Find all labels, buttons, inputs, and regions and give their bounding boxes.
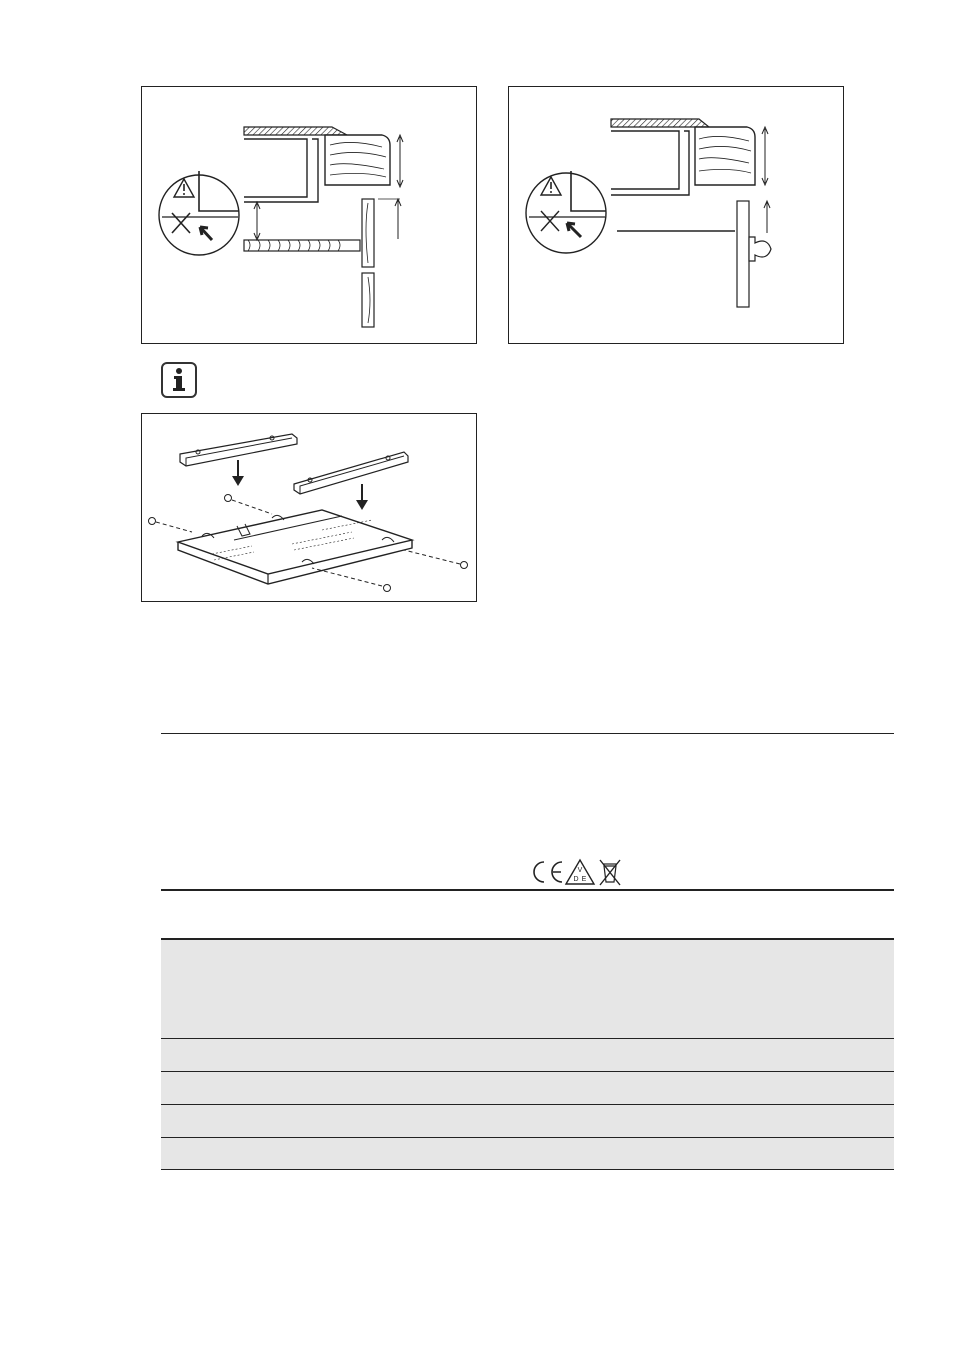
crossed-out-wheelie-bin-icon (600, 860, 620, 885)
hob-tray (178, 510, 412, 584)
section-divider (161, 889, 894, 891)
table-row (161, 1038, 894, 1071)
compliance-marks (530, 858, 622, 886)
mounting-bracket (294, 452, 408, 494)
installation-figure-b (508, 86, 844, 344)
warning-callout (526, 171, 606, 253)
down-arrow-icon (356, 484, 368, 510)
ce-mark-icon (534, 862, 562, 882)
table-row (161, 1071, 894, 1104)
door-knob (749, 237, 771, 261)
mounting-brackets-drawing (142, 414, 478, 603)
info-icon (161, 362, 197, 398)
door-clearance-drawing (509, 87, 845, 345)
table-header (161, 938, 894, 1038)
svg-text:V: V (577, 867, 583, 874)
worktop-clearance-drawing (142, 87, 478, 345)
table-row (161, 1104, 894, 1137)
warning-callout (159, 171, 239, 255)
technical-data-table (161, 938, 894, 1170)
svg-text:D: D (573, 876, 579, 883)
screw-icon (461, 562, 468, 569)
screw-icon (149, 518, 156, 525)
down-arrow-icon (232, 460, 244, 486)
installation-figure-a (141, 86, 477, 344)
svg-text:E: E (581, 876, 587, 883)
screw-icon (225, 495, 232, 502)
wood-block (325, 135, 390, 185)
screw-icon (384, 585, 391, 592)
section-divider (161, 733, 894, 734)
vde-mark-icon (566, 860, 594, 884)
table-row (161, 1137, 894, 1170)
wood-block (695, 127, 755, 185)
installation-figure-c (141, 413, 477, 602)
